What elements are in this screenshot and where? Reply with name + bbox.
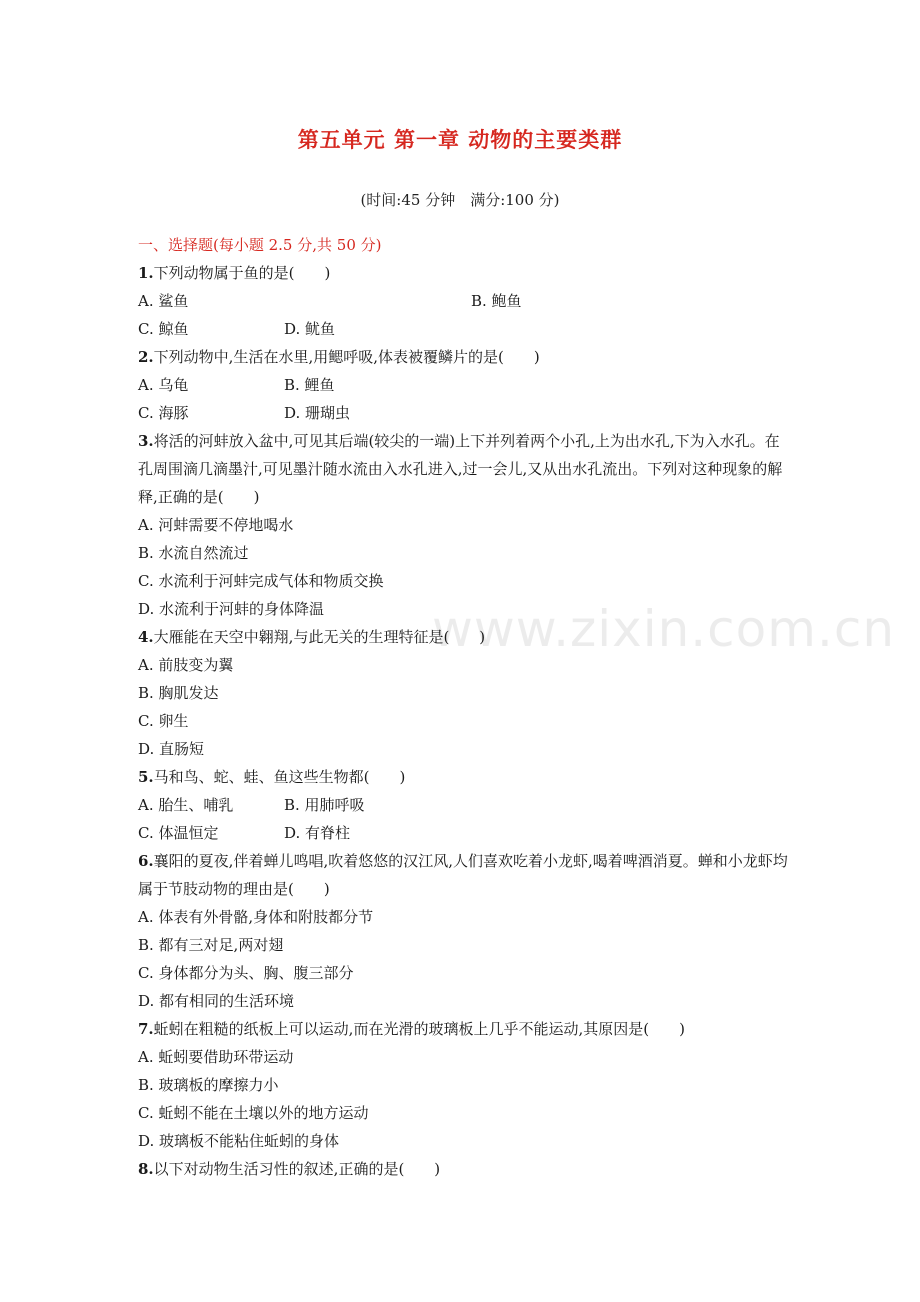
question-number: 7. <box>138 1020 154 1038</box>
option-a: A. 蚯蚓要借助环带运动 <box>138 1048 294 1066</box>
exam-info: (时间:45 分钟 满分:100 分) <box>360 191 560 209</box>
page-title: 第五单元 第一章 动物的主要类群 <box>297 127 623 152</box>
question-stem: 大雁能在天空中翱翔,与此无关的生理特征是( ) <box>153 628 486 646</box>
options-row <box>138 819 788 847</box>
question-1 <box>138 259 788 287</box>
option-b: B. 都有三对足,两对翅 <box>138 936 284 954</box>
question-7 <box>138 1015 788 1043</box>
question-stem: 下列动物中,生活在水里,用鳃呼吸,体表被覆鳞片的是( ) <box>153 348 540 366</box>
option-d: D. 珊瑚虫 <box>284 404 351 422</box>
question-number: 5. <box>138 768 154 786</box>
option-b: B. 水流自然流过 <box>138 544 249 562</box>
option-b: B. 鲍鱼 <box>471 292 522 310</box>
question-8 <box>138 1155 788 1183</box>
option-b: B. 玻璃板的摩擦力小 <box>138 1076 279 1094</box>
option-d: D. 鱿鱼 <box>284 320 336 338</box>
question-stem: 蚯蚓在粗糙的纸板上可以运动,而在光滑的玻璃板上几乎不能运动,其原因是( ) <box>153 1020 685 1038</box>
question-2 <box>138 343 788 371</box>
question-stem: 襄阳的夏夜,伴着蝉儿鸣唱,吹着悠悠的汉江风,人们喜欢吃着小龙虾,喝着啤酒消夏。蝉和小龙虾均属于节肢动物的理由是( ) <box>138 852 788 898</box>
question-number: 1. <box>138 264 154 282</box>
option-c: C. 体温恒定 <box>138 824 219 842</box>
option-b: B. 用肺呼吸 <box>284 796 365 814</box>
question-stem: 以下对动物生活习性的叙述,正确的是( ) <box>153 1160 441 1178</box>
options-row <box>138 315 788 343</box>
option-a: A. 胎生、哺乳 <box>138 796 234 814</box>
question-list <box>138 259 788 1183</box>
option-d: D. 有脊柱 <box>284 824 351 842</box>
option-d: D. 直肠短 <box>138 740 205 758</box>
question-5 <box>138 763 788 791</box>
question-number: 2. <box>138 348 154 366</box>
question-number: 6. <box>138 852 154 870</box>
question-number: 3. <box>138 432 154 450</box>
option-c: C. 海豚 <box>138 404 189 422</box>
question-4 <box>138 623 788 651</box>
question-6 <box>138 847 788 903</box>
watermark: www.zixin.com.cn <box>432 600 896 658</box>
option-b: B. 胸肌发达 <box>138 684 219 702</box>
option-d: D. 玻璃板不能粘住蚯蚓的身体 <box>138 1132 340 1150</box>
options-row <box>138 399 788 427</box>
question-stem: 马和鸟、蛇、蛙、鱼这些生物都( ) <box>153 768 406 786</box>
options-row <box>138 791 788 819</box>
option-a: A. 鲨鱼 <box>138 292 189 310</box>
option-d: D. 水流利于河蚌的身体降温 <box>138 600 325 618</box>
option-c: C. 蚯蚓不能在土壤以外的地方运动 <box>138 1104 369 1122</box>
option-c: C. 水流利于河蚌完成气体和物质交换 <box>138 572 384 590</box>
question-number: 8. <box>138 1160 154 1178</box>
question-stem: 下列动物属于鱼的是( ) <box>153 264 331 282</box>
question-stem: 将活的河蚌放入盆中,可见其后端(较尖的一端)上下并列着两个小孔,上为出水孔,下为入水孔。在孔周围滴几滴墨汁,可见墨汁随水流由入水孔进入,过一会儿,又从出水孔流出。下列对这种现象的解释,正确的是( ) <box>138 432 783 506</box>
option-a: A. 河蚌需要不停地喝水 <box>138 516 294 534</box>
section-heading: 一、选择题(每小题 2.5 分,共 50 分) <box>138 236 382 254</box>
option-a: A. 体表有外骨骼,身体和附肢都分节 <box>138 908 374 926</box>
option-c: C. 鲸鱼 <box>138 320 189 338</box>
options-row <box>138 371 788 399</box>
option-a: A. 乌龟 <box>138 376 189 394</box>
option-a: A. 前肢变为翼 <box>138 656 234 674</box>
option-c: C. 身体都分为头、胸、腹三部分 <box>138 964 354 982</box>
option-d: D. 都有相同的生活环境 <box>138 992 295 1010</box>
options-row <box>138 287 788 315</box>
option-b: B. 鲤鱼 <box>284 376 335 394</box>
question-3 <box>138 427 788 511</box>
question-number: 4. <box>138 628 154 646</box>
option-c: C. 卵生 <box>138 712 189 730</box>
